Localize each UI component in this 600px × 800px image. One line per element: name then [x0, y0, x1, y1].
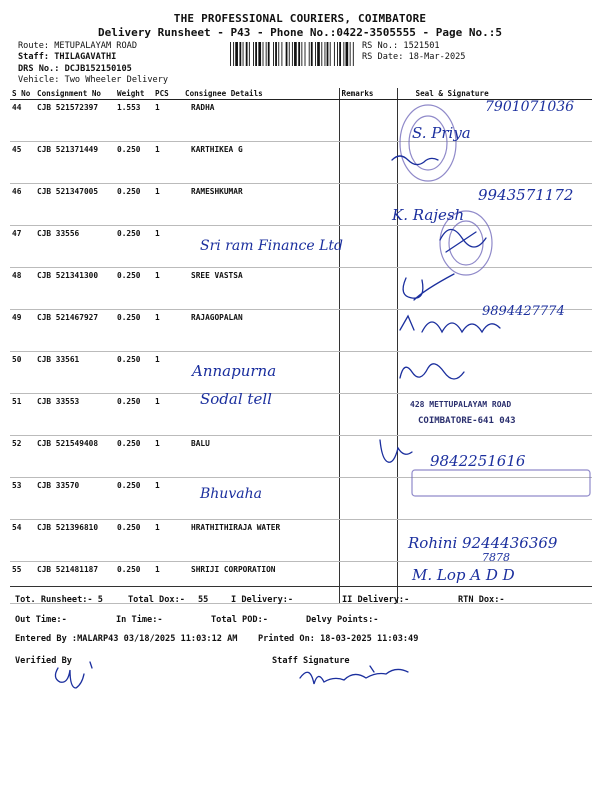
- cell-pcs: 1: [153, 142, 183, 184]
- vehicle-label: Vehicle: Two Wheeler Delivery: [18, 75, 169, 85]
- runsheet-table: [10, 88, 592, 604]
- verified-by-label: Verified By: [15, 656, 72, 666]
- cell-seal: [397, 226, 592, 268]
- cell-remarks: [339, 520, 397, 562]
- cell-weight: 0.250: [115, 184, 153, 226]
- total-dox-value: 55: [198, 595, 209, 605]
- stamp-line-2: COIMBATORE-641 043: [418, 416, 516, 426]
- route-label: Route: METUPALAYAM ROAD: [18, 41, 137, 51]
- table-header-row: [10, 88, 592, 100]
- cell-sno: 49: [10, 310, 35, 352]
- cell-sno: 48: [10, 268, 35, 310]
- cell-pcs: 1: [153, 184, 183, 226]
- cell-remarks: [339, 184, 397, 226]
- cell-remarks: [339, 352, 397, 394]
- cell-consignment: CJB 33556: [35, 226, 115, 268]
- cell-sno: 54: [10, 520, 35, 562]
- cell-consignment: CJB 521572397: [35, 100, 115, 142]
- col-pcs: PCS: [153, 88, 183, 100]
- cell-weight: 0.250: [115, 562, 153, 604]
- i-delivery: I Delivery:-: [231, 595, 294, 605]
- cell-consignee: HRATHITHIRAJA WATER: [183, 520, 339, 562]
- sig-name-6: Rohini 9244436369: [408, 534, 558, 552]
- cell-consignee: RADHA: [183, 100, 339, 142]
- stamp-line-1: 428 METTUPALAYAM ROAD: [410, 400, 512, 409]
- rtn-dox: RTN Dox:-: [458, 595, 505, 605]
- cell-weight: 0.250: [115, 142, 153, 184]
- cell-sno: 52: [10, 436, 35, 478]
- cell-seal: [397, 352, 592, 394]
- cell-consignment: CJB 521467927: [35, 310, 115, 352]
- cell-remarks: [339, 142, 397, 184]
- cell-consignment: CJB 521396810: [35, 520, 115, 562]
- cell-pcs: 1: [153, 226, 183, 268]
- handwritten-r47: Sri ram Finance Ltd: [200, 238, 344, 254]
- cell-sno: 55: [10, 562, 35, 604]
- handwritten-r50: Annapurna: [192, 362, 277, 380]
- table-row: [10, 268, 592, 310]
- col-remarks: Remarks: [339, 88, 397, 100]
- company-title: THE PROFESSIONAL COURIERS, COIMBATORE: [173, 12, 427, 25]
- col-consignee: Consignee Details: [183, 88, 339, 100]
- cell-pcs: 1: [153, 100, 183, 142]
- table-row: [10, 142, 592, 184]
- table-row: [10, 226, 592, 268]
- cell-sno: 50: [10, 352, 35, 394]
- cell-remarks: [339, 268, 397, 310]
- sig-phone-4: 9894427774: [482, 304, 565, 319]
- table-row: [10, 310, 592, 352]
- cell-weight: 1.553: [115, 100, 153, 142]
- cell-consignee: [183, 226, 339, 268]
- runsheet-title: Delivery Runsheet - P43 - Phone No.:0422-3505555 - Page No.:5: [98, 26, 502, 39]
- cell-seal: [397, 100, 592, 142]
- ii-delivery: II Delivery:-: [342, 595, 410, 605]
- table-row: [10, 184, 592, 226]
- staff-label: Staff: THILAGAVATHI: [18, 52, 117, 62]
- cell-seal: [397, 310, 592, 352]
- rs-number: RS No.: 1521501: [362, 41, 440, 51]
- cell-consignment: CJB 33570: [35, 478, 115, 520]
- in-time: In Time:-: [116, 615, 163, 625]
- total-dox-label: Total Dox:-: [128, 595, 185, 605]
- sig-phone-5: 9842251616: [430, 452, 526, 470]
- cell-pcs: 1: [153, 562, 183, 604]
- printed-on: Printed On: 18-03-2025 11:03:49: [258, 634, 419, 644]
- cell-weight: 0.250: [115, 436, 153, 478]
- out-time: Out Time:-: [15, 615, 67, 625]
- table-row: [10, 436, 592, 478]
- sig-phone-1: 7901071036: [485, 99, 575, 115]
- cell-consignee: [183, 394, 339, 436]
- cell-pcs: 1: [153, 520, 183, 562]
- table-bottom-rule: [10, 586, 592, 587]
- cell-seal: [397, 478, 592, 520]
- cell-weight: 0.250: [115, 310, 153, 352]
- cell-consignment: CJB 521341300: [35, 268, 115, 310]
- cell-remarks: [339, 226, 397, 268]
- cell-consignment: CJB 521549408: [35, 436, 115, 478]
- cell-sno: 53: [10, 478, 35, 520]
- staff-signature-label: Staff Signature: [272, 656, 350, 666]
- cell-weight: 0.250: [115, 268, 153, 310]
- cell-sno: 44: [10, 100, 35, 142]
- cell-sno: 46: [10, 184, 35, 226]
- cell-consignment: CJB 521347005: [35, 184, 115, 226]
- cell-consignee: BALU: [183, 436, 339, 478]
- col-sno: S No: [10, 88, 35, 100]
- cell-consignee: RAMESHKUMAR: [183, 184, 339, 226]
- cell-weight: 0.250: [115, 352, 153, 394]
- cell-sno: 51: [10, 394, 35, 436]
- cell-sno: 47: [10, 226, 35, 268]
- cell-consignment: CJB 521371449: [35, 142, 115, 184]
- cell-seal: [397, 268, 592, 310]
- handwritten-r51: Sodal tell: [200, 390, 272, 408]
- sig-name-6c: M. Lop A D D: [412, 566, 515, 584]
- cell-pcs: 1: [153, 352, 183, 394]
- cell-consignee: [183, 352, 339, 394]
- cell-consignee: SREE VASTSA: [183, 268, 339, 310]
- table-row: [10, 352, 592, 394]
- cell-consignment: CJB 521481187: [35, 562, 115, 604]
- cell-pcs: 1: [153, 268, 183, 310]
- sig-phone-2: 9943571172: [478, 186, 574, 204]
- rs-date: RS Date: 18-Mar-2025: [362, 52, 466, 62]
- tot-runsheet: Tot. Runsheet:- 5: [15, 595, 103, 605]
- drs-number: DRS No.: DCJB152150105: [18, 64, 132, 74]
- cell-weight: 0.250: [115, 520, 153, 562]
- cell-weight: 0.250: [115, 226, 153, 268]
- col-seal: Seal & Signature: [397, 88, 592, 100]
- cell-remarks: [339, 478, 397, 520]
- cell-pcs: 1: [153, 478, 183, 520]
- table-row: [10, 520, 592, 562]
- cell-pcs: 1: [153, 310, 183, 352]
- cell-sno: 45: [10, 142, 35, 184]
- cell-remarks: [339, 100, 397, 142]
- sig-name-1: S. Priya: [412, 124, 471, 142]
- cell-pcs: 1: [153, 436, 183, 478]
- cell-remarks: [339, 310, 397, 352]
- entered-by: Entered By :MALARP43 03/18/2025 11:03:12 AM: [15, 634, 238, 644]
- handwritten-r53: Bhuvaha: [200, 486, 262, 502]
- delvy-points: Delvy Points:-: [306, 615, 379, 625]
- cell-remarks: [339, 436, 397, 478]
- sig-phone-6b: 7878: [482, 551, 510, 564]
- cell-pcs: 1: [153, 394, 183, 436]
- cell-seal: [397, 184, 592, 226]
- cell-consignee: RAJAGOPALAN: [183, 310, 339, 352]
- table-row: [10, 394, 592, 436]
- cell-weight: 0.250: [115, 394, 153, 436]
- table-row: [10, 478, 592, 520]
- barcode-icon: [230, 42, 356, 66]
- cell-seal: [397, 142, 592, 184]
- sig-name-3: K. Rajesh: [392, 206, 465, 224]
- total-pod: Total POD:-: [211, 615, 268, 625]
- col-weight: Weight: [115, 88, 153, 100]
- cell-weight: 0.250: [115, 478, 153, 520]
- cell-consignment: CJB 33561: [35, 352, 115, 394]
- cell-consignee: KARTHIKEA G: [183, 142, 339, 184]
- cell-consignment: CJB 33553: [35, 394, 115, 436]
- cell-consignee: SHRIJI CORPORATION: [183, 562, 339, 604]
- cell-seal: [397, 520, 592, 562]
- cell-seal: [397, 394, 592, 436]
- cell-seal: [397, 436, 592, 478]
- table-row: [10, 100, 592, 142]
- cell-consignee: [183, 478, 339, 520]
- staff-signature: [300, 666, 408, 684]
- cell-remarks: [339, 394, 397, 436]
- col-consignment: Consignment No: [35, 88, 115, 100]
